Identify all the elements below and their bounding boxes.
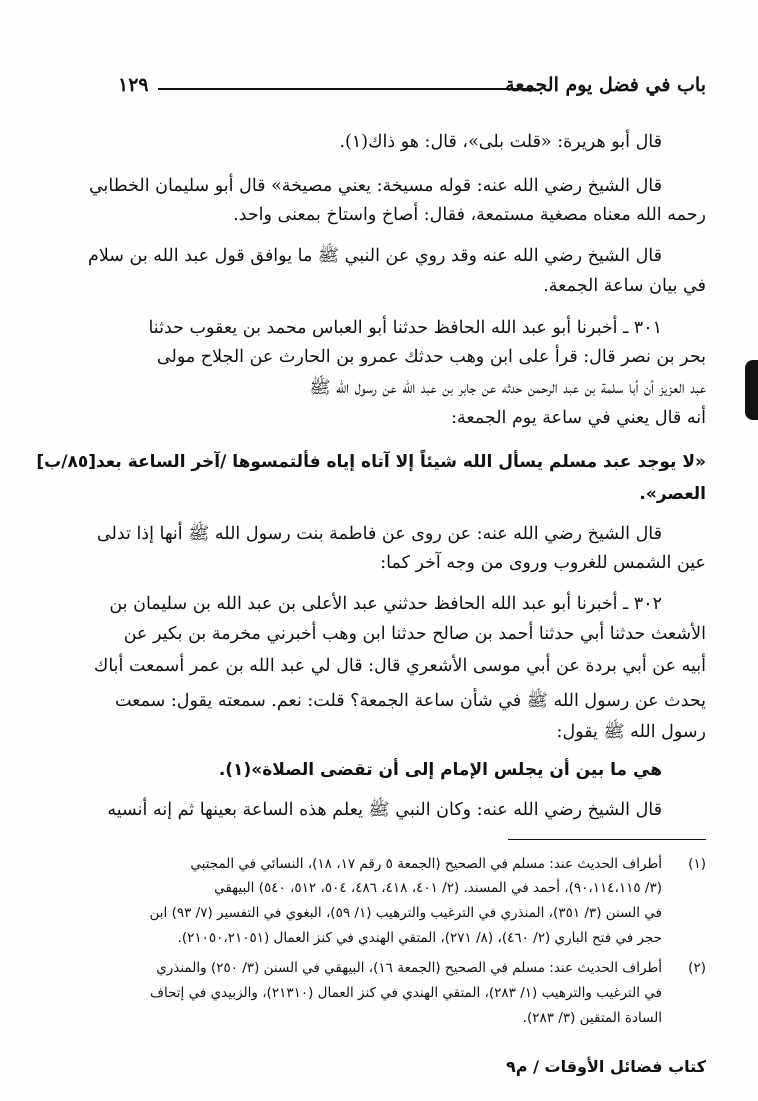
body-line: قال الشيخ رضي الله عنه: عن روى عن فاطمة بنت رسول الله ﷺ أنها إذا تدلى bbox=[96, 524, 662, 544]
body-line: رسول الله ﷺ يقول: bbox=[556, 722, 706, 742]
body-line: أبيه عن أبي بردة عن أبي موسى الأشعري قال: قال لي عبد الله بن عمر أسمعت أباك bbox=[93, 656, 706, 676]
body-line: قال الشيخ رضي الله عنه: وكان النبي ﷺ يعلم هذه الساعة بعينها ثم إنه أنسيه bbox=[107, 800, 662, 820]
footnote-line: حجر في فتح الباري (٢/ ٤٦٠)، (٨/ ٢٧١)، المتقي الهندي في كنز العمال (٢١٠٥٠،٢١٠٥١). bbox=[177, 930, 662, 946]
body-line: عبد العزيز أن أبا سلمة بن عبد الرحمن حدثه عن جابر بن عبد الله عن رسول الله ﷺ bbox=[309, 378, 706, 398]
body-line: الأشعث حدثنا أبي حدثنا أحمد بن صالح حدثنا ابن وهب أخبرني مخرمة بن بكير عن bbox=[123, 624, 706, 644]
header-rule bbox=[158, 88, 536, 90]
hadith-line: العصر». bbox=[639, 484, 706, 504]
footnote-line: السادة المتقين (٣/ ٢٨٣). bbox=[522, 1010, 662, 1026]
body-line: قال أبو هريرة: «قلت بلى»، قال: هو ذاك(١). bbox=[339, 132, 662, 152]
footnote-line: أطراف الحديث عند: مسلم في الصحيح (الجمعة ٥ رقم ١٧، ١٨)، النسائي في المجتبي bbox=[190, 856, 662, 872]
body-line: قال الشيخ رضي الله عنه وقد روي عن النبي ﷺ ما يوافق قول عبد الله بن سلام bbox=[88, 246, 662, 266]
footnote-line: في السنن (٣/ ٣٥١)، المنذري في الترغيب والترهيب (١/ ٥٩)، البغوي في التفسير (٧/ ٩٣) ابن bbox=[149, 905, 662, 921]
header-title: باب في فضل يوم الجمعة bbox=[505, 74, 706, 96]
body-line: في بيان ساعة الجمعة. bbox=[543, 276, 706, 296]
body-line: ٣٠٢ ـ أخبرنا أبو عبد الله الحافظ حدثني عبد الأعلى بن عبد الله بن سليمان بن bbox=[109, 594, 662, 614]
body-line: ٣٠١ ـ أخبرنا أبو عبد الله الحافظ حدثنا أبو العباس محمد بن يعقوب حدثنا bbox=[148, 318, 662, 338]
body-line: أنه قال يعني في ساعة يوم الجمعة: bbox=[451, 408, 706, 428]
footnote-rule bbox=[508, 839, 706, 840]
body-line: عين الشمس للغروب وروى من وجه آخر كما: bbox=[380, 553, 706, 573]
body-line: يحدث عن رسول الله ﷺ في شأن ساعة الجمعة؟ قلت: نعم. سمعته يقول: سمعت bbox=[114, 691, 706, 711]
scan-margin-mark bbox=[745, 360, 758, 420]
footnote-number: (١) bbox=[688, 856, 706, 872]
footnote-number: (٢) bbox=[688, 960, 706, 976]
body-line: قال الشيخ رضي الله عنه: قوله مسيخة: يعني مصيخة» قال أبو سليمان الخطابي bbox=[88, 176, 662, 196]
page-footer: كتاب فضائل الأوقات / م٩ bbox=[506, 1057, 706, 1076]
page-number: ١٢٩ bbox=[118, 74, 149, 96]
running-header bbox=[118, 70, 706, 104]
footnote-line: (٣/ ٩٠،١١٤،١١٥)، أحمد في المسند. (٢/ ٤٠١، ٤١٨، ٤٨٦، ٥٠٤، ٥١٢، ٥٤٠) البيهقي bbox=[214, 880, 662, 896]
footnote-line: أطراف الحديث عند: مسلم في الصحيح (الجمعة ١٦)، البيهقي في السنن (٣/ ٢٥٠) والمنذري bbox=[156, 960, 662, 976]
body-line: بحر بن نصر قال: قرأ على ابن وهب حدثك عمرو بن الحارث عن الجلاح مولى bbox=[156, 347, 706, 367]
footnote-line: في الترغيب والترهيب (١/ ٢٨٣)، المتقي الهندي في كنز العمال (٢١٣١٠)، والزبيدي في إتحاف bbox=[149, 985, 662, 1001]
hadith-line: هي ما بين أن يجلس الإمام إلى أن تقضى الصلاة»(١). bbox=[218, 760, 662, 780]
hadith-line: «لا يوجد عبد مسلم يسأل الله شيئاً إلا آتاه إياه فألتمسوها /آخر الساعة بعد[٨٥/ب] bbox=[36, 452, 706, 472]
body-line: رحمه الله معناه مصغية مستمعة، فقال: أصاخ واستاخ بمعنى واحد. bbox=[233, 205, 706, 225]
